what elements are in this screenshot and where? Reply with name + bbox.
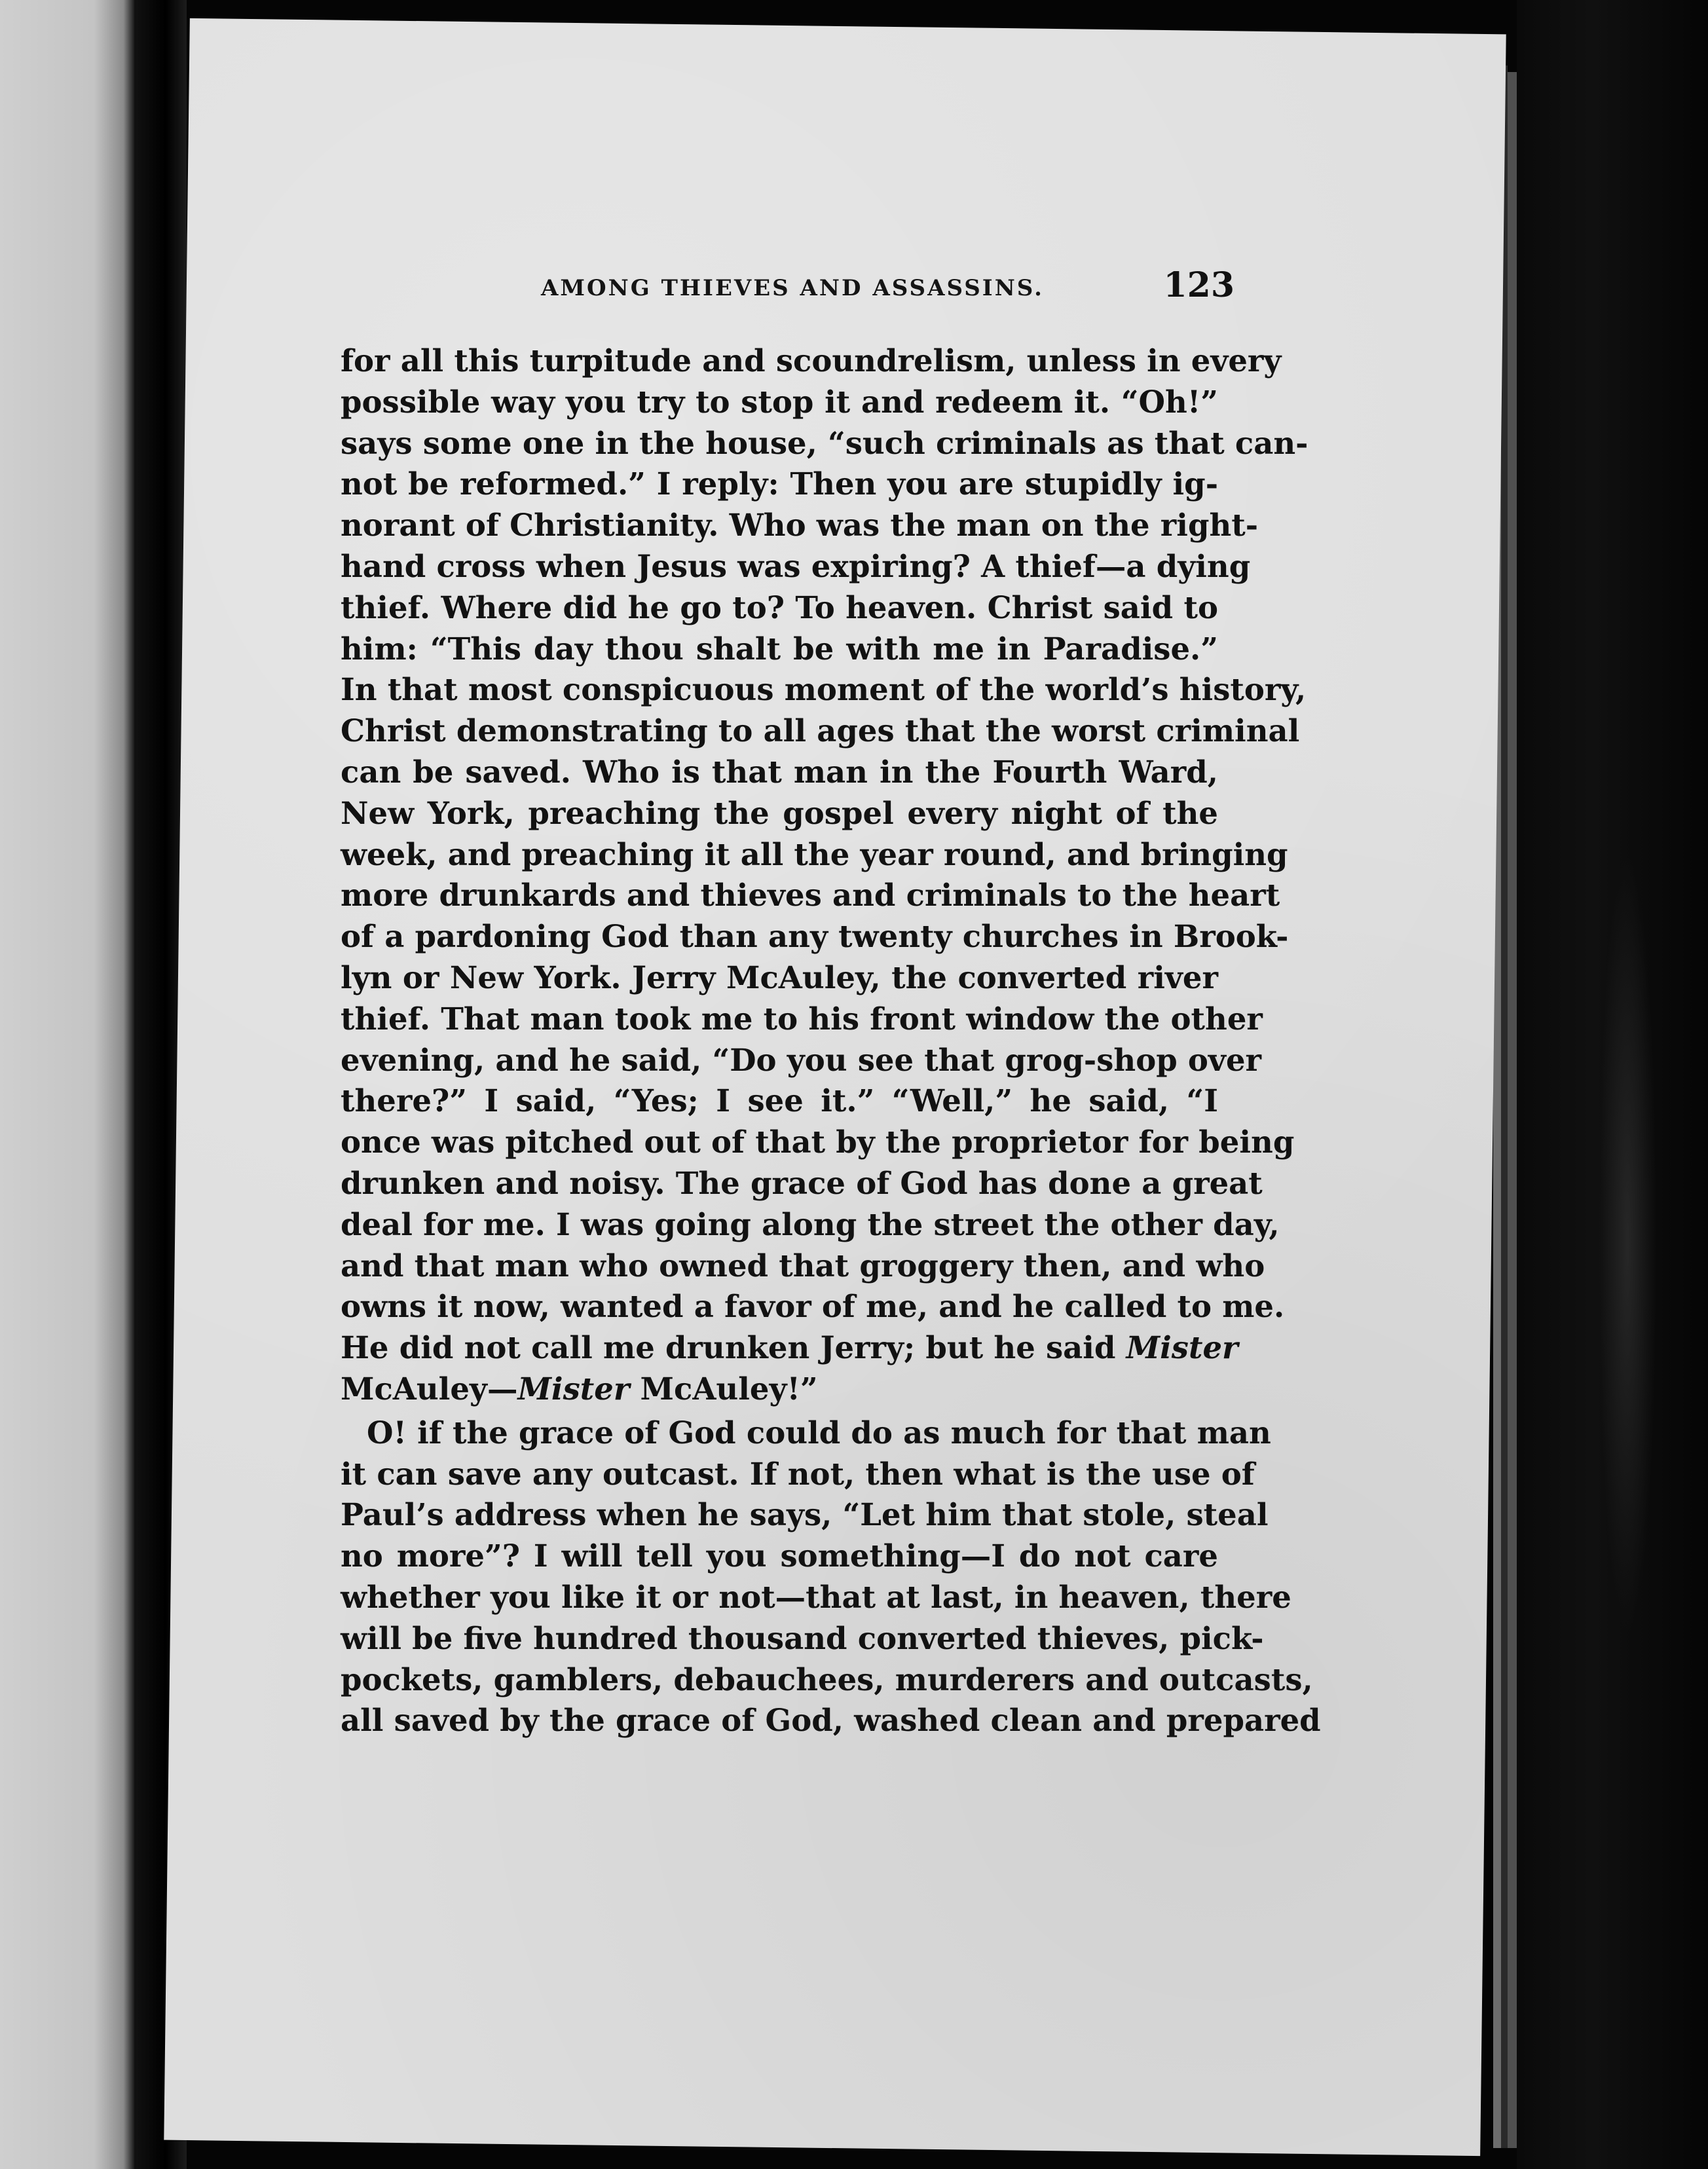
text-segment: He did not call me drunken Jerry; but he said [341,1329,1116,1366]
text-line: not be reformed.” I reply: Then you are stupidly ig- [341,466,1218,502]
text-segment: McAuley!” [640,1370,818,1407]
text-line: and that man who owned that groggery then, and who [341,1247,1265,1284]
running-head: AMONG THIEVES AND ASSASSINS. [541,275,1044,301]
text-line: for all this turpitude and scoundrelism, unless in every [341,343,1282,379]
page-fore-edge-shadow [1501,65,1508,2148]
text-line: once was pitched out of that by the proprietor for being [341,1124,1295,1160]
text-line: drunken and noisy. The grace of God has done a great [341,1164,1263,1201]
text-line: evening, and he said, “Do you see that grog-shop over [341,1041,1262,1078]
text-line: will be five hundred thousand converted thieves, pick- [341,1620,1264,1656]
text-line: it can save any outcast. If not, then what is the use of [341,1455,1255,1492]
text-line: lyn or New York. Jerry McAuley, the converted river [341,959,1218,995]
text-line: says some one in the house, “such criminals as that can- [341,424,1309,461]
text-line: possible way you try to stop it and redeem it. “Oh!” [341,383,1218,420]
text-line: thief. That man took me to his front window the other [341,1000,1263,1037]
text-line: In that most conspicuous moment of the world’s history, [341,671,1307,708]
page-fore-edge-layers [1508,72,1517,2148]
italic-word: Mister [517,1370,630,1407]
text-line: Christ demonstrating to all ages that the worst criminal [341,713,1300,749]
text-line-with-italic [341,1369,1218,1410]
text-line: pockets, gamblers, debauchees, murderers and outcasts, [341,1661,1313,1697]
text-segment: McAuley— [341,1370,518,1407]
text-line: norant of Christianity. Who was the man on the right- [341,507,1259,544]
italic-word: Mister [1126,1329,1238,1366]
page-number: 123 [1163,265,1235,305]
text-line-with-italic [341,1327,1238,1369]
text-line: whether you like it or not—that at last, in heaven, there [341,1578,1291,1615]
text-line: Paul’s address when he says, “Let him that stole, steal [341,1496,1269,1533]
text-line: no more”? I will tell you something—I do not care [341,1538,1218,1574]
text-line: owns it now, wanted a favor of me, and he called to me. [341,1288,1285,1325]
text-line: week, and preaching it all the year round, and bringing [341,836,1288,872]
text-line: can be saved. Who is that man in the Fourth Ward, [341,753,1218,790]
text-line: deal for me. I was going along the street the other day, [341,1206,1280,1242]
text-line: New York, preaching the gospel every night of the [341,794,1218,831]
paragraph-first-line: O! if the grace of God could do as much for that man [367,1414,1271,1451]
text-line: hand cross when Jesus was expiring? A thief—a dying [341,547,1251,584]
text-line: him: “This day thou shalt be with me in Paradise.” [341,630,1218,667]
cover-highlight [1598,851,1657,1637]
text-line: more drunkards and thieves and criminals to the heart [341,877,1280,914]
text-line: there?” I said, “Yes; I see it.” “Well,” he said, “I [341,1083,1218,1119]
text-line: thief. Where did he go to? To heaven. Christ said to [341,589,1218,625]
text-line: all saved by the grace of God, washed clean and prepared [341,1702,1321,1739]
text-line: of a pardoning God than any twenty churches in Brook- [341,918,1289,955]
previous-page-edge [0,0,134,2169]
body-text [341,341,1321,1741]
